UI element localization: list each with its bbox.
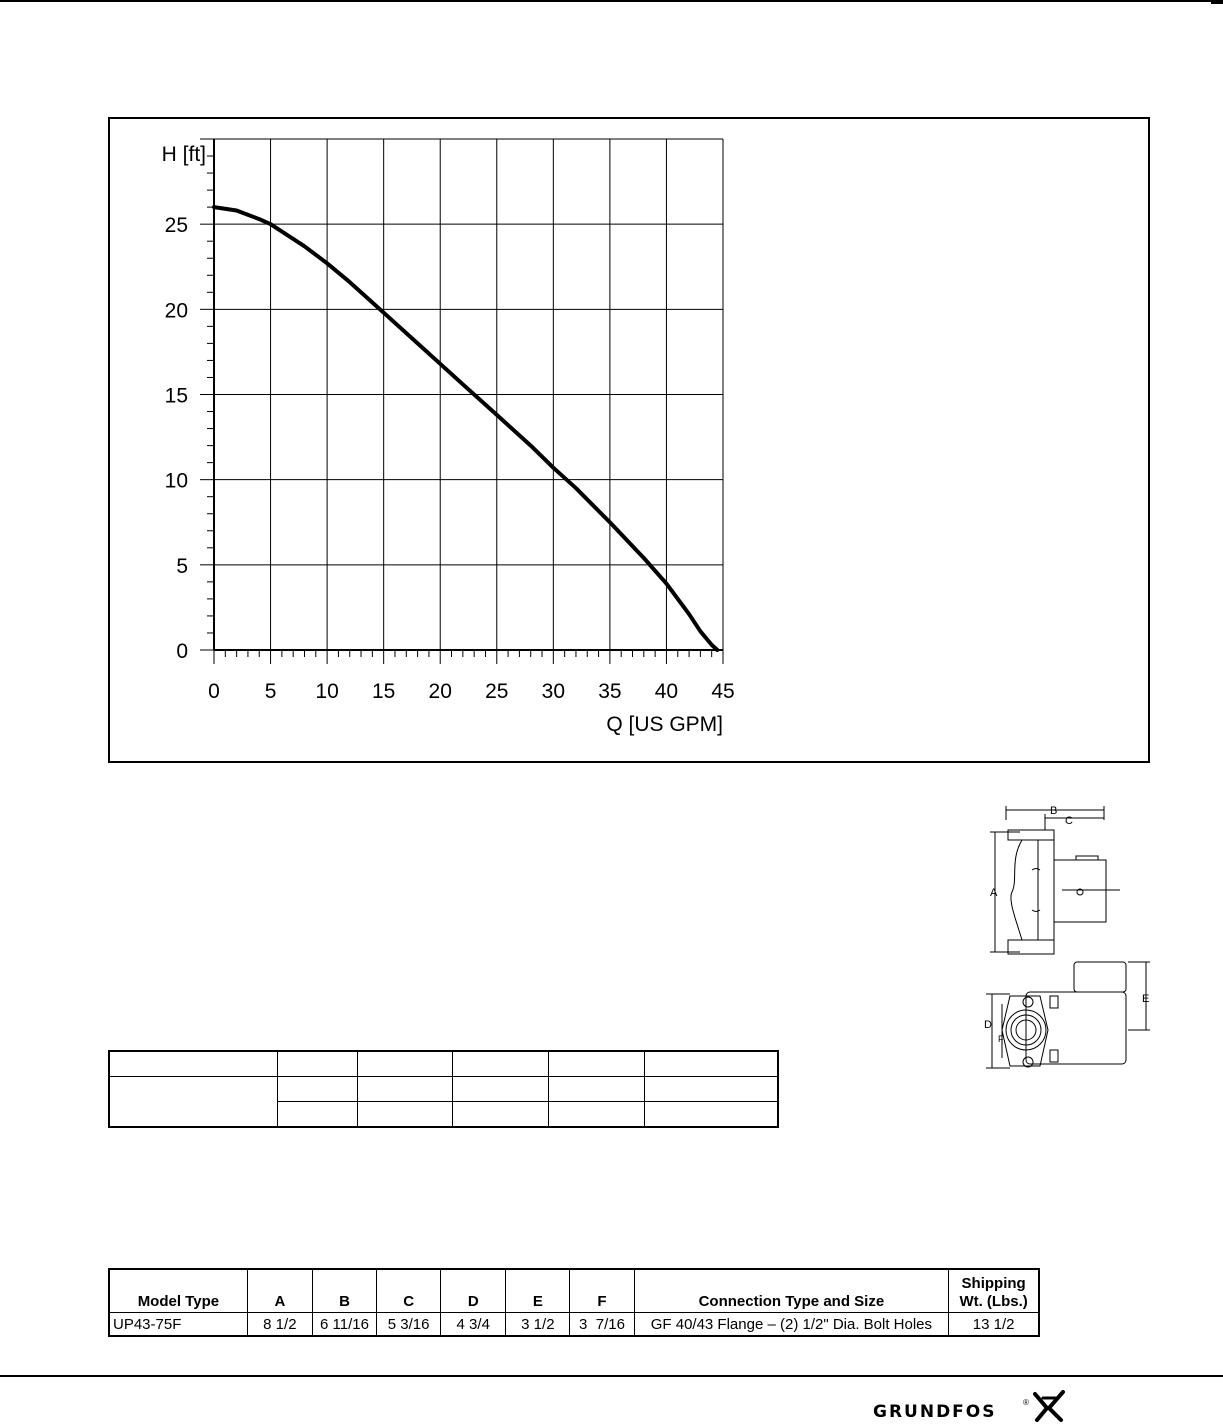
header-c: C — [377, 1269, 441, 1313]
y-tick-label: 10 — [164, 469, 188, 493]
y-tick-label: 20 — [164, 299, 188, 323]
y-tick-label: 25 — [164, 214, 188, 238]
header-b: B — [312, 1269, 376, 1313]
y-tick-label: 0 — [176, 640, 188, 663]
cell-e: 3 1/2 — [506, 1313, 570, 1337]
cell-connection: GF 40/43 Flange – (2) 1/2" Dia. Bolt Holes — [634, 1313, 949, 1337]
header-f: F — [570, 1269, 634, 1313]
header-d: D — [441, 1269, 506, 1313]
dim-label-F: F — [998, 1034, 1004, 1044]
header-model-type: Model Type — [109, 1269, 247, 1313]
top-rule — [0, 0, 1223, 2]
y-tick-label: 15 — [164, 384, 188, 408]
pump-curve-chart-frame — [108, 117, 1150, 763]
header-a: A — [247, 1269, 312, 1313]
dim-label-A: A — [990, 887, 998, 899]
x-tick-label: 30 — [541, 680, 566, 703]
cell-c: 5 3/16 — [377, 1313, 441, 1337]
x-tick-label: 10 — [315, 680, 339, 703]
chart-grid — [214, 139, 723, 650]
top-rule-end — [1211, 0, 1223, 4]
header-e: E — [506, 1269, 570, 1313]
cell-shipping-weight: 13 1/2 — [949, 1313, 1039, 1337]
table-header-row — [109, 1269, 1039, 1313]
logo-text: GRUNDFOS — [873, 1402, 997, 1422]
cell-b: 6 11/16 — [312, 1313, 376, 1337]
x-tick-label: 20 — [428, 680, 452, 703]
x-tick-label: 45 — [711, 680, 735, 703]
dim-label-B: B — [1050, 805, 1058, 817]
cell-a: 8 1/2 — [247, 1313, 312, 1337]
x-axis-label: Q [US GPM] — [606, 713, 723, 736]
cell-f: 3 7/16 — [570, 1313, 634, 1337]
dim-label-E: E — [1142, 993, 1150, 1005]
y-axis-label: H [ft] — [161, 143, 206, 166]
x-tick-label: 15 — [371, 680, 396, 703]
x-tick-label: 40 — [654, 680, 679, 703]
cell-d: 4 3/4 — [441, 1313, 506, 1337]
pump-curve-line — [214, 207, 717, 650]
x-tick-label: 5 — [264, 680, 277, 703]
dim-label-C: C — [1065, 815, 1073, 827]
x-tick-label: 25 — [485, 680, 509, 703]
pump-dimension-diagram — [970, 800, 1150, 1080]
cell-model: UP43-75F — [109, 1313, 247, 1337]
chart-tick-labels — [165, 214, 735, 703]
table-row — [109, 1313, 1039, 1337]
pump-curve-chart — [110, 119, 1152, 765]
grundfos-mark-icon — [1033, 1390, 1065, 1422]
x-tick-label: 0 — [208, 680, 220, 703]
header-shipping-weight: Shipping Wt. (Lbs.) — [949, 1269, 1039, 1313]
chart-minor-ticks — [200, 139, 723, 664]
header-connection: Connection Type and Size — [634, 1269, 949, 1313]
x-tick-label: 35 — [598, 680, 622, 703]
registered-mark: ® — [1023, 1398, 1029, 1407]
empty-table — [108, 1050, 779, 1128]
dimensions-table — [108, 1268, 1040, 1337]
bottom-rule — [0, 1375, 1223, 1377]
y-tick-label: 5 — [176, 554, 188, 578]
dim-label-D: D — [984, 1019, 992, 1031]
